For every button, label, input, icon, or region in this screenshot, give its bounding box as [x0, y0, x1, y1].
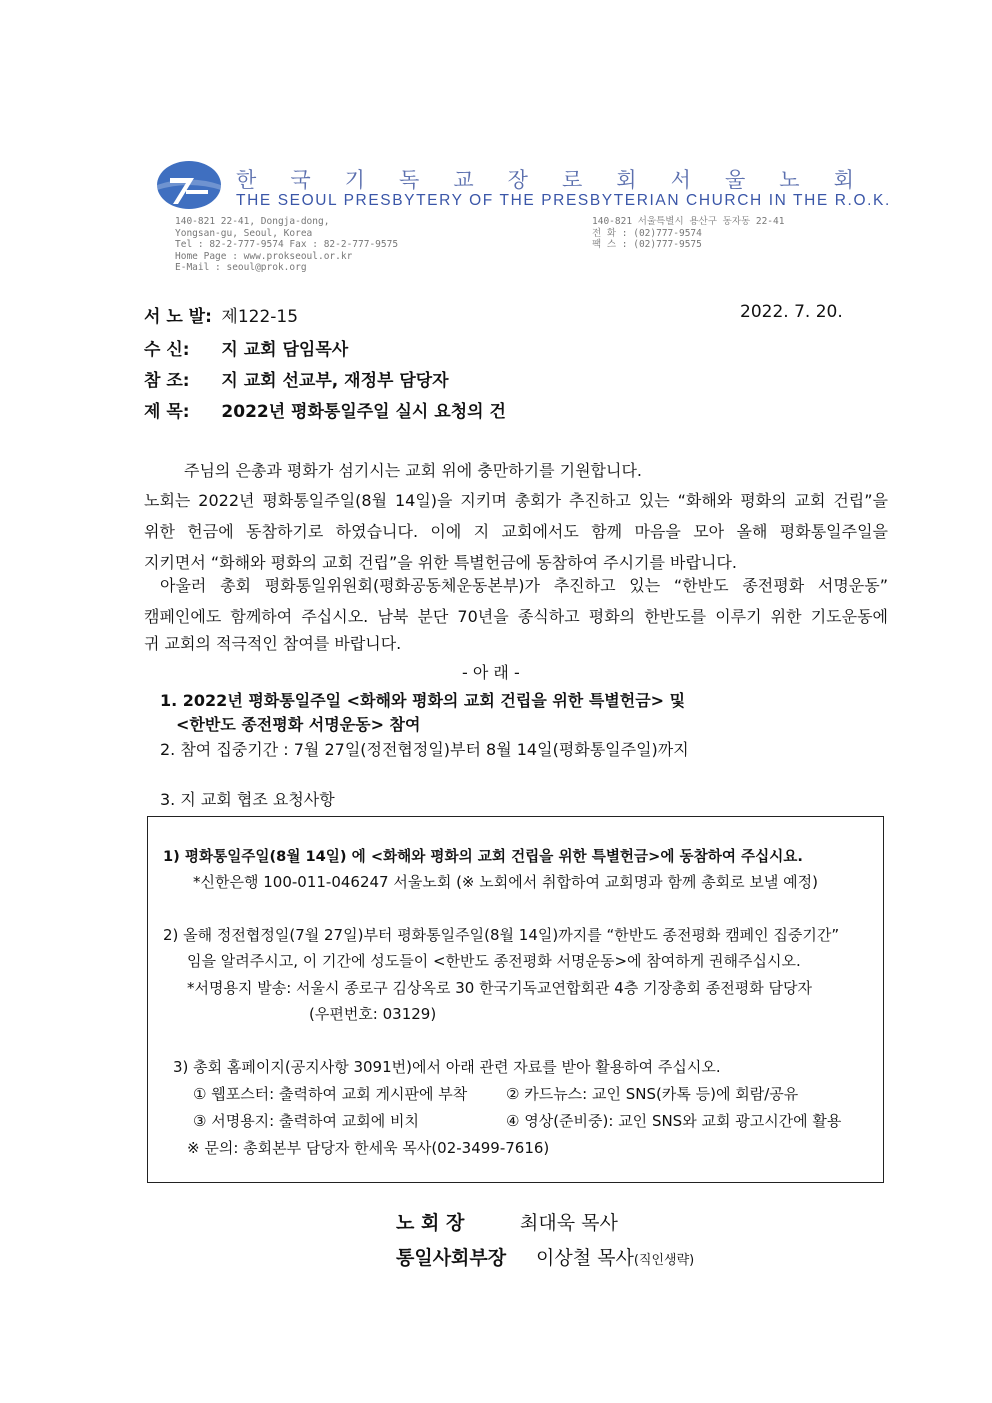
signature-title-2: 통일사회부장 — [396, 1247, 507, 1269]
paragraph-2-line-3: 귀 교회의 적극적인 참여를 바랍니다. — [144, 634, 402, 653]
recipient-row: 수 신: 지 교회 담임목사 — [144, 340, 349, 360]
box-material-card-news: ② 카드뉴스: 교인 SNS(카톡 등)에 회람/공유 — [506, 1085, 799, 1103]
item-3: 3. 지 교회 협조 요청사항 — [160, 790, 335, 809]
org-name-char: 로 — [561, 168, 583, 192]
org-name-english: THE SEOUL PRESBYTERY OF THE PRESBYTERIAN CHURCH IN THE R.O.K. — [236, 192, 891, 209]
subject: 2022년 평화통일주일 실시 요청의 건 — [221, 402, 506, 422]
org-name-char: 교 — [453, 168, 474, 192]
doc-number: 제122-15 — [221, 307, 299, 327]
signature-name-1: 최대욱 목사 — [520, 1212, 618, 1234]
paragraph-2-line-1: 아울러 총회 평화통일위원회(평화공동체운동본부)가 추진하고 있는 “한반도 종전평화 서명운동” — [160, 576, 888, 595]
org-name-char: 한 — [236, 168, 257, 192]
box-request-3: 3) 총회 홈페이지(공지사항 3091번)에서 아래 관련 자료를 받아 활용하여 주십시오. — [173, 1058, 721, 1076]
address-english: 140-821 22-41, Dongja-dong, Yongsan-gu, Seoul, Korea Tel : 82-2-777-9574 Fax : 82-2-777-9575 Home Page : www.prokseoul.or.kr E-Mail : seoul@prok.org — [175, 216, 399, 273]
box-request-1-account: *신한은행 100-011-046247 서울노회 (※ 노회에서 취합하여 교회명과 함께 총회로 보낼 예정) — [193, 873, 819, 891]
box-request-2-zip: (우편번호: 03129) — [309, 1005, 437, 1023]
item-1-line-2: <한반도 종전평화 서명운동> 참여 — [176, 715, 421, 734]
seal-omitted-note: (직인생략) — [633, 1253, 695, 1268]
doc-number-row — [144, 302, 298, 327]
below-heading: - 아 래 - — [462, 663, 520, 682]
signature-title-1: 노 회 장 — [396, 1212, 465, 1234]
org-name-char: 기 — [344, 168, 365, 192]
paragraph-1-line-2: 위한 헌금에 동참하기로 하였습니다. 이에 지 교회에서도 함께 마음을 모아 올해 평화통일주일을 — [144, 522, 888, 541]
org-name-char: 울 — [724, 168, 746, 192]
box-material-web-poster: ① 웹포스터: 출력하여 교회 게시판에 부착 — [193, 1085, 468, 1103]
subject-row: 제 목: 2022년 평화통일주일 실시 요청의 건 — [144, 402, 506, 422]
paragraph-2-line-2: 캠페인에도 함께하여 주십시오. 남북 분단 70년을 종식하고 평화의 한반도를 이루기 위한 기도운동에 — [144, 607, 888, 626]
reference: 지 교회 선교부, 재정부 담당자 — [221, 371, 449, 391]
paragraph-1-line-1: 노회는 2022년 평화통일주일(8월 14일)을 지키며 총회가 추진하고 있는 “화해와 평화의 교회 건립”을 — [144, 491, 888, 510]
box-request-1: 1) 평화통일주일(8월 14일) 에 <화해와 평화의 교회 건립을 위한 특별헌금>에 동참하여 주십시요. — [163, 848, 803, 865]
box-material-signature-form: ③ 서명용지: 출력하여 교회에 비치 — [193, 1112, 419, 1130]
box-contact: ※ 문의: 총회본부 담당자 한세욱 목사(02-3499-7616) — [187, 1139, 550, 1157]
org-name-char: 회 — [616, 168, 637, 192]
signature-row-1 — [396, 1208, 618, 1235]
signature-name-2: 이상철 목사 — [536, 1247, 634, 1269]
doc-date: 2022. 7. 20. — [740, 302, 843, 322]
presbytery-logo — [156, 160, 222, 210]
box-request-2-line-1: 2) 올해 정전협정일(7월 27일)부터 평화통일주일(8월 14일)까지를 “한반도 종전평화 캠페인 집중기간” — [163, 926, 840, 944]
signature-row-2 — [396, 1243, 694, 1270]
org-name-char: 장 — [507, 168, 528, 192]
org-name-korean — [236, 164, 854, 194]
org-name-char: 노 — [779, 168, 800, 192]
box-request-2-line-2: 임을 알려주시고, 이 기간에 성도들이 <한반도 종전평화 서명운동>에 참여하게 권해주십시오. — [187, 952, 801, 970]
org-name-char: 회 — [833, 168, 854, 192]
paragraph-1-line-3: 지키면서 “화해와 평화의 교회 건립”을 위한 특별헌금에 동참하여 주시기를 바랍니다. — [144, 553, 737, 572]
recipient: 지 교회 담임목사 — [221, 340, 349, 360]
org-name-char: 국 — [290, 168, 311, 192]
address-korean: 140-821 서울특별시 용산구 동자동 22-41 전 화 : (02)777-9574 팩 스 : (02)777-9575 — [592, 216, 785, 250]
greeting: 주님의 은총과 평화가 섬기시는 교회 위에 충만하기를 기원합니다. — [184, 461, 643, 480]
box-request-2-mailing: *서명용지 발송: 서울시 종로구 김상옥로 30 한국기독교연합회관 4층 기장총회 종전평화 담당자 — [187, 979, 812, 997]
org-name-char: 서 — [670, 168, 691, 192]
reference-row: 참 조: 지 교회 선교부, 재정부 담당자 — [144, 371, 449, 391]
box-material-video: ④ 영상(준비중): 교인 SNS와 교회 광고시간에 활용 — [506, 1112, 842, 1130]
org-name-char: 독 — [398, 168, 420, 192]
item-2: 2. 참여 집중기간 : 7월 27일(정전협정일)부터 8월 14일(평화통일주일)까지 — [160, 740, 689, 759]
doc-number-label: 서 노 발: — [144, 307, 212, 327]
item-1-line-1: 1. 2022년 평화통일주일 <화해와 평화의 교회 건립을 위한 특별헌금> 및 — [160, 691, 686, 710]
